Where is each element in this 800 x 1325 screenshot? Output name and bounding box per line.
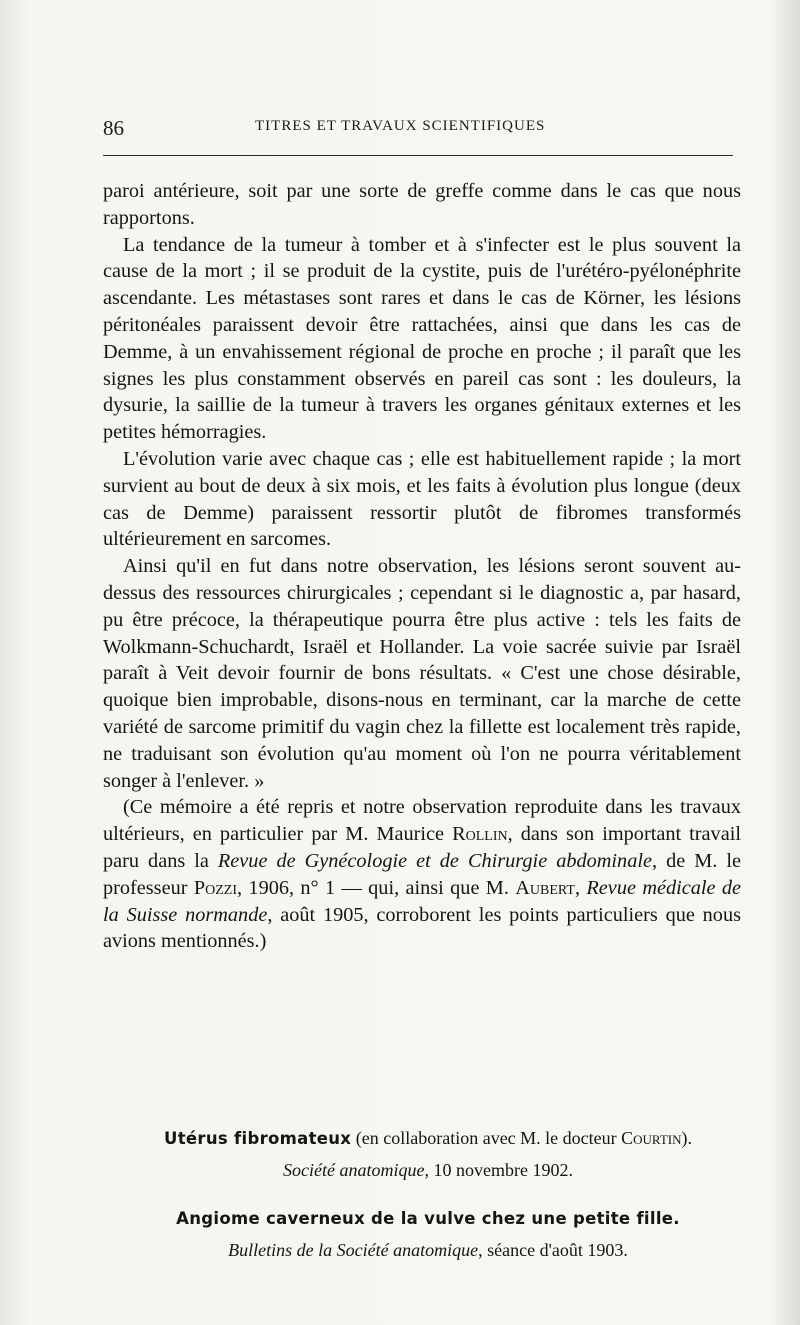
paragraph-4: Ainsi qu'il en fut dans notre observation, les lésions seront souvent au-dessus des ressources chirurgicales ; cependant si le diagnostic a, par hasard, pu être précoce, la thérapeutique pourra être plus active : tels les faits de Wolkmann-Schuchardt, Israël et Hollander. La voie sacrée suivie par Israël paraît à Veit devoir fournir de bons résultats. « C'est une chose désirable, quoique bien improbable, disons-nous en terminant, car la marche de cette variété de sarcome primitif du vagin chez la fillette est localement très rapide, ne traduisant son évolution qu'au moment où l'on ne pourra véritablement songer à l'enlever. » <box>103 555 741 792</box>
reference-title: Angiome caverneux de la vulve chez une petite fille. <box>176 1209 680 1228</box>
p5-text-6: , août 1905, corroborent les points particuliers que nous avions mentionnés.) <box>103 903 741 953</box>
page-header <box>103 116 735 146</box>
author-name-rollin: Rollin <box>452 823 508 846</box>
header-rule <box>103 155 733 156</box>
p5-text-1: (Ce mémoire a été repris et notre observation reproduite dans les travaux ultérieurs, en particulier par M. Maurice <box>103 796 741 846</box>
author-name-pozzi: Pozzi <box>193 876 237 899</box>
reference-date: , 10 novembre 1902. <box>424 1160 573 1180</box>
body-text <box>103 178 741 955</box>
reference-source: Bulletins de la Société anatomique <box>228 1240 479 1260</box>
reference-entry-2 <box>103 1206 753 1263</box>
collaborator-name: Courtin <box>621 1128 682 1148</box>
p5-text-3: , de M. le professeur <box>103 849 741 899</box>
paragraph-5 <box>103 794 741 955</box>
reference-date: , séance d'août 1903. <box>478 1240 628 1260</box>
reference-source: Société anatomique <box>283 1160 425 1180</box>
p5-text-4: , 1906, n° 1 — qui, ainsi que M. <box>237 876 516 899</box>
journal-title-2: Revue médicale de la Suisse normande <box>103 876 742 926</box>
paragraph-2: La tendance de la tumeur à tomber et à s'infecter est le plus souvent la cause de la mort ; il se produit de la cystite, puis de l'urétéro-pyélonéphrite ascendante. Les métastases sont rares et dans le cas de Körner, les lésions péritonéales paraissent devoir être rattachées, ainsi que dans les cas de Demme, à un envahissement régional de proche en proche ; il paraît que les signes les plus constamment observés en pareil cas sont : les douleurs, la dysurie, la saillie de la tumeur à travers les organes génitaux externes et les petites hémorragies. <box>103 233 741 444</box>
p5-text-2: , dans son important travail paru dans la <box>103 823 741 872</box>
running-title: TITRES ET TRAVAUX SCIENTIFIQUES <box>255 118 546 134</box>
p5-text-5: , <box>574 876 587 899</box>
paragraph-1: paroi antérieure, soit par une sorte de greffe comme dans le cas que nous rapportons. <box>103 180 741 229</box>
paragraph-3: L'évolution varie avec chaque cas ; elle est habituellement rapide ; la mort survient au bout de deux à six mois, et les faits à évolution plus longue (deux cas de Demme) paraissent ressortir plutôt de fibromes transformés ultérieurement en sarcomes. <box>103 447 741 551</box>
reference-title: Utérus fibromateux <box>164 1129 352 1148</box>
author-name-aubert: Aubert <box>515 876 575 899</box>
reference-entry-1 <box>103 1125 753 1183</box>
reference-note-end: ). <box>681 1128 692 1148</box>
reference-note: (en collaboration avec M. le docteur <box>351 1128 622 1148</box>
page-number: 86 <box>103 116 124 140</box>
journal-title-1: Revue de Gynécologie et de Chirurgie abdominale <box>217 849 652 872</box>
